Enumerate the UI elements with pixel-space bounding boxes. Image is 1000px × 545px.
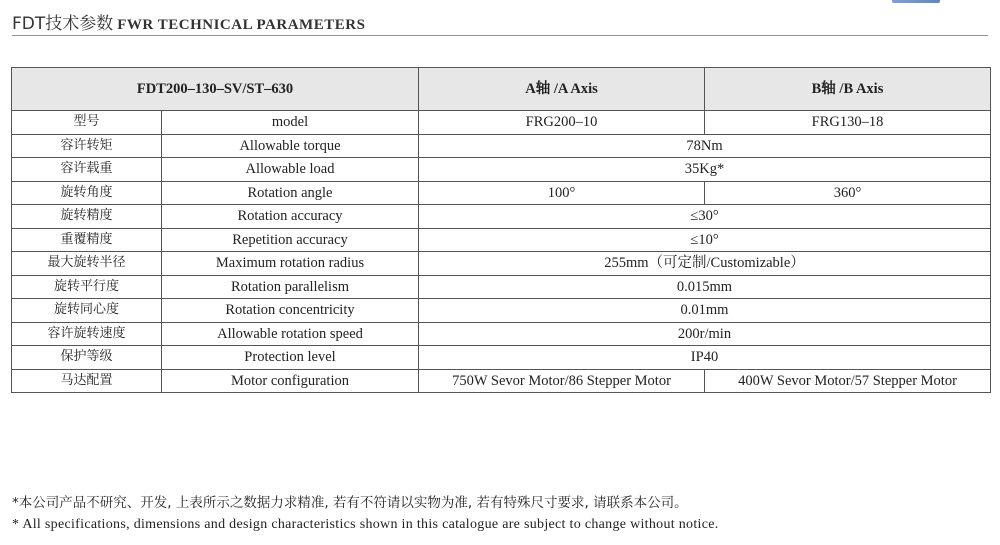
- a-axis-value: FRG200–10: [419, 111, 705, 135]
- technical-parameters-table: [11, 67, 991, 393]
- b-axis-header: B轴 /B Axis: [705, 68, 991, 111]
- param-name-en: model: [162, 111, 419, 135]
- param-name-en: Rotation accuracy: [162, 205, 419, 229]
- table-row: [12, 228, 991, 252]
- table-row: [12, 158, 991, 182]
- shared-value: 255mm（可定制/Customizable）: [419, 252, 991, 276]
- param-name-cn: 容许载重: [12, 158, 162, 182]
- param-name-cn: 最大旋转半径: [12, 252, 162, 276]
- param-name-en: Maximum rotation radius: [162, 252, 419, 276]
- page-title-en: FWR TECHNICAL PARAMETERS: [117, 17, 366, 33]
- shared-value: ≤30°: [419, 205, 991, 229]
- shared-value: 78Nm: [419, 134, 991, 158]
- table-row: [12, 181, 991, 205]
- param-name-en: Protection level: [162, 346, 419, 370]
- param-name-cn: 旋转同心度: [12, 299, 162, 323]
- param-name-cn: 保护等级: [12, 346, 162, 370]
- param-name-en: Rotation concentricity: [162, 299, 419, 323]
- footnote-en: * All specifications, dimensions and design characteristics shown in this catalogue are subject to change without notice.: [12, 517, 719, 532]
- param-name-en: Rotation parallelism: [162, 275, 419, 299]
- corner-decoration: [892, 0, 940, 3]
- page-title-cn: FDT技术参数: [12, 14, 114, 34]
- title-divider: [12, 35, 988, 36]
- table-row: [12, 111, 991, 135]
- param-name-en: Allowable load: [162, 158, 419, 182]
- param-name-en: Motor configuration: [162, 369, 419, 393]
- param-name-en: Rotation angle: [162, 181, 419, 205]
- shared-value: 200r/min: [419, 322, 991, 346]
- param-name-en: Allowable torque: [162, 134, 419, 158]
- table-row: [12, 252, 991, 276]
- table-row: [12, 322, 991, 346]
- footnotes: [12, 492, 719, 536]
- param-name-cn: 容许转矩: [12, 134, 162, 158]
- param-name-cn: 型号: [12, 111, 162, 135]
- table-row: [12, 134, 991, 158]
- a-axis-value: 100°: [419, 181, 705, 205]
- b-axis-value: 360°: [705, 181, 991, 205]
- table-row: [12, 205, 991, 229]
- table-row: [12, 299, 991, 323]
- param-name-cn: 马达配置: [12, 369, 162, 393]
- param-name-cn: 重覆精度: [12, 228, 162, 252]
- shared-value: 0.01mm: [419, 299, 991, 323]
- param-name-cn: 容许旋转速度: [12, 322, 162, 346]
- table-row: [12, 346, 991, 370]
- page-title: [12, 9, 365, 34]
- shared-value: 0.015mm: [419, 275, 991, 299]
- table-row: [12, 275, 991, 299]
- param-name-cn: 旋转角度: [12, 181, 162, 205]
- param-name-en: Allowable rotation speed: [162, 322, 419, 346]
- table-header-row: [12, 68, 991, 111]
- footnote-cn: *本公司产品不研究、开发, 上表所示之数据力求精准, 若有不符请以实物为准, 若有特殊尺寸要求, 请联系本公司。: [12, 495, 688, 511]
- shared-value: 35Kg*: [419, 158, 991, 182]
- a-axis-value: 750W Sevor Motor/86 Stepper Motor: [419, 369, 705, 393]
- model-header: FDT200–130–SV/ST–630: [12, 68, 419, 111]
- b-axis-value: 400W Sevor Motor/57 Stepper Motor: [705, 369, 991, 393]
- table-row: [12, 369, 991, 393]
- param-name-cn: 旋转精度: [12, 205, 162, 229]
- param-name-en: Repetition accuracy: [162, 228, 419, 252]
- a-axis-header: A轴 /A Axis: [419, 68, 705, 111]
- b-axis-value: FRG130–18: [705, 111, 991, 135]
- shared-value: IP40: [419, 346, 991, 370]
- shared-value: ≤10°: [419, 228, 991, 252]
- param-name-cn: 旋转平行度: [12, 275, 162, 299]
